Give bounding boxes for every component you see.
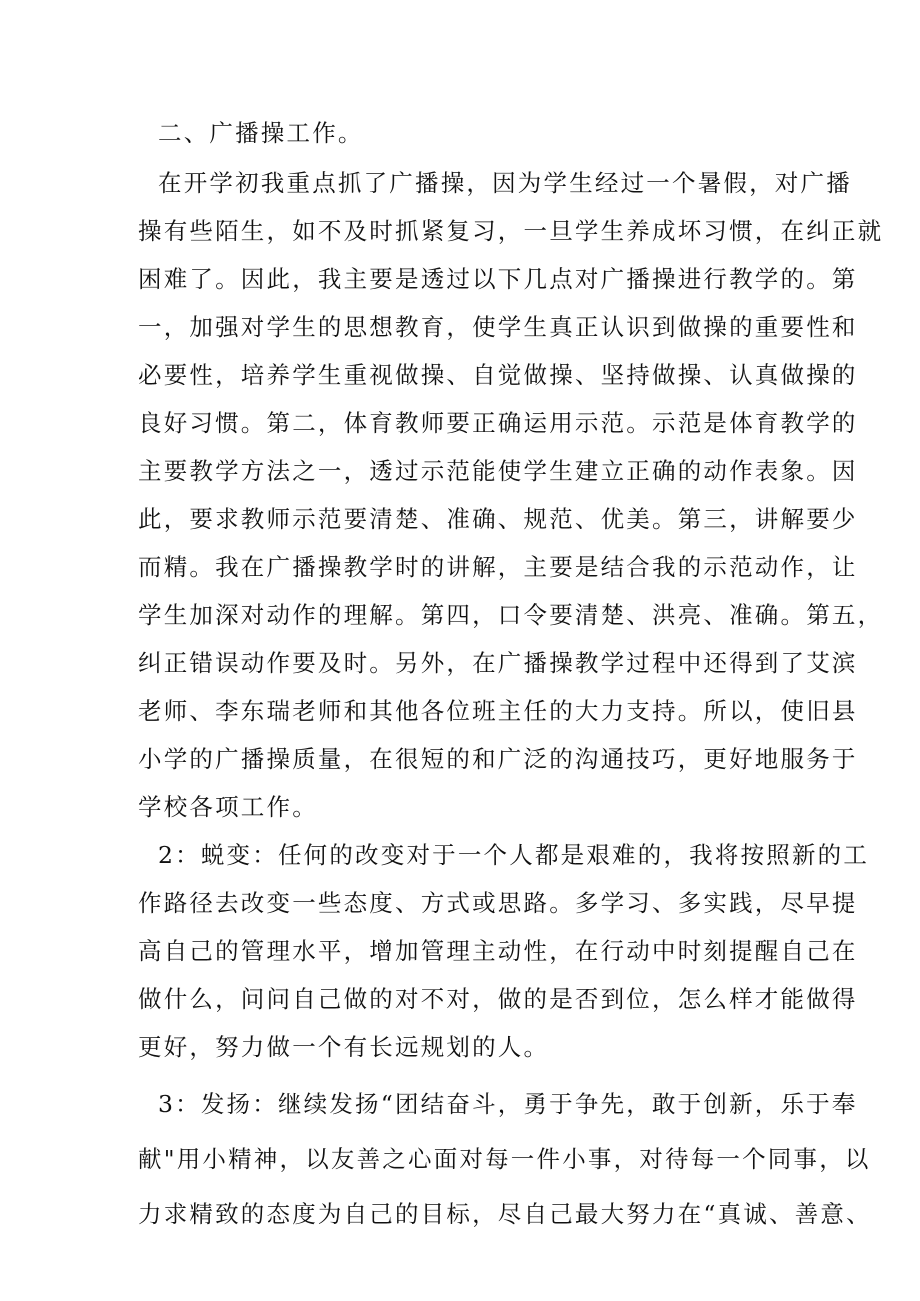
paragraph-3-line-3: 力求精致的态度为自己的目标，尽自己最大努力在“真诚、善意、	[138, 1200, 872, 1228]
paragraph-3-line-1: 3：发扬：继续发扬“团结奋斗，勇于争先，敢于创新，乐于奉	[158, 1090, 858, 1118]
paragraph-1-line-11: 纠正错误动作要及时。另外，在广播操教学过程中还得到了艾滨	[138, 649, 858, 677]
paragraph-1-line-10: 学生加深对动作的理解。第四，口令要清楚、洪亮、准确。第五，	[138, 601, 884, 629]
paragraph-1-line-14: 学校各项工作。	[138, 793, 318, 821]
paragraph-1-line-2: 操有些陌生，如不及时抓紧复习，一旦学生养成坏习惯，在纠正就	[138, 217, 884, 245]
paragraph-1-line-9: 而精。我在广播操教学时的讲解，主要是结合我的示范动作，让	[138, 553, 858, 581]
paragraph-2-line-5: 更好，努力做一个有长远规划的人。	[138, 1033, 550, 1061]
paragraph-2-line-4: 做什么，问问自己做的对不对，做的是否到位，怎么样才能做得	[138, 985, 858, 1013]
paragraph-1-line-3: 困难了。因此，我主要是透过以下几点对广播操进行教学的。第	[138, 265, 858, 293]
paragraph-2-line-3: 高自己的管理水平，增加管理主动性，在行动中时刻提醒自己在	[138, 937, 858, 965]
paragraph-1-line-1: 在开学初我重点抓了广播操，因为学生经过一个暑假，对广播	[158, 169, 852, 197]
paragraph-1-line-4: 一，加强对学生的思想教育，使学生真正认识到做操的重要性和	[138, 313, 858, 341]
paragraph-2-line-1: 2：蜕变：任何的改变对于一个人都是艰难的，我将按照新的工	[158, 841, 870, 869]
section-heading: 二、广播操工作。	[158, 119, 364, 147]
paragraph-3-line-2: 献"用小精神，以友善之心面对每一件小事，对待每一个同事，以	[138, 1145, 871, 1173]
paragraph-1-line-12: 老师、李东瑞老师和其他各位班主任的大力支持。所以，使旧县	[138, 697, 858, 725]
paragraph-1-line-5: 必要性，培养学生重视做操、自觉做操、坚持做操、认真做操的	[138, 361, 858, 389]
paragraph-1-line-6: 良好习惯。第二，体育教师要正确运用示范。示范是体育教学的	[138, 409, 858, 437]
paragraph-1-line-13: 小学的广播操质量，在很短的和广泛的沟通技巧，更好地服务于	[138, 745, 858, 773]
paragraph-1-line-8: 此，要求教师示范要清楚、准确、规范、优美。第三，讲解要少	[138, 505, 858, 533]
paragraph-2-line-2: 作路径去改变一些态度、方式或思路。多学习、多实践，尽早提	[138, 889, 858, 917]
paragraph-1-line-7: 主要教学方法之一，透过示范能使学生建立正确的动作表象。因	[138, 457, 858, 485]
